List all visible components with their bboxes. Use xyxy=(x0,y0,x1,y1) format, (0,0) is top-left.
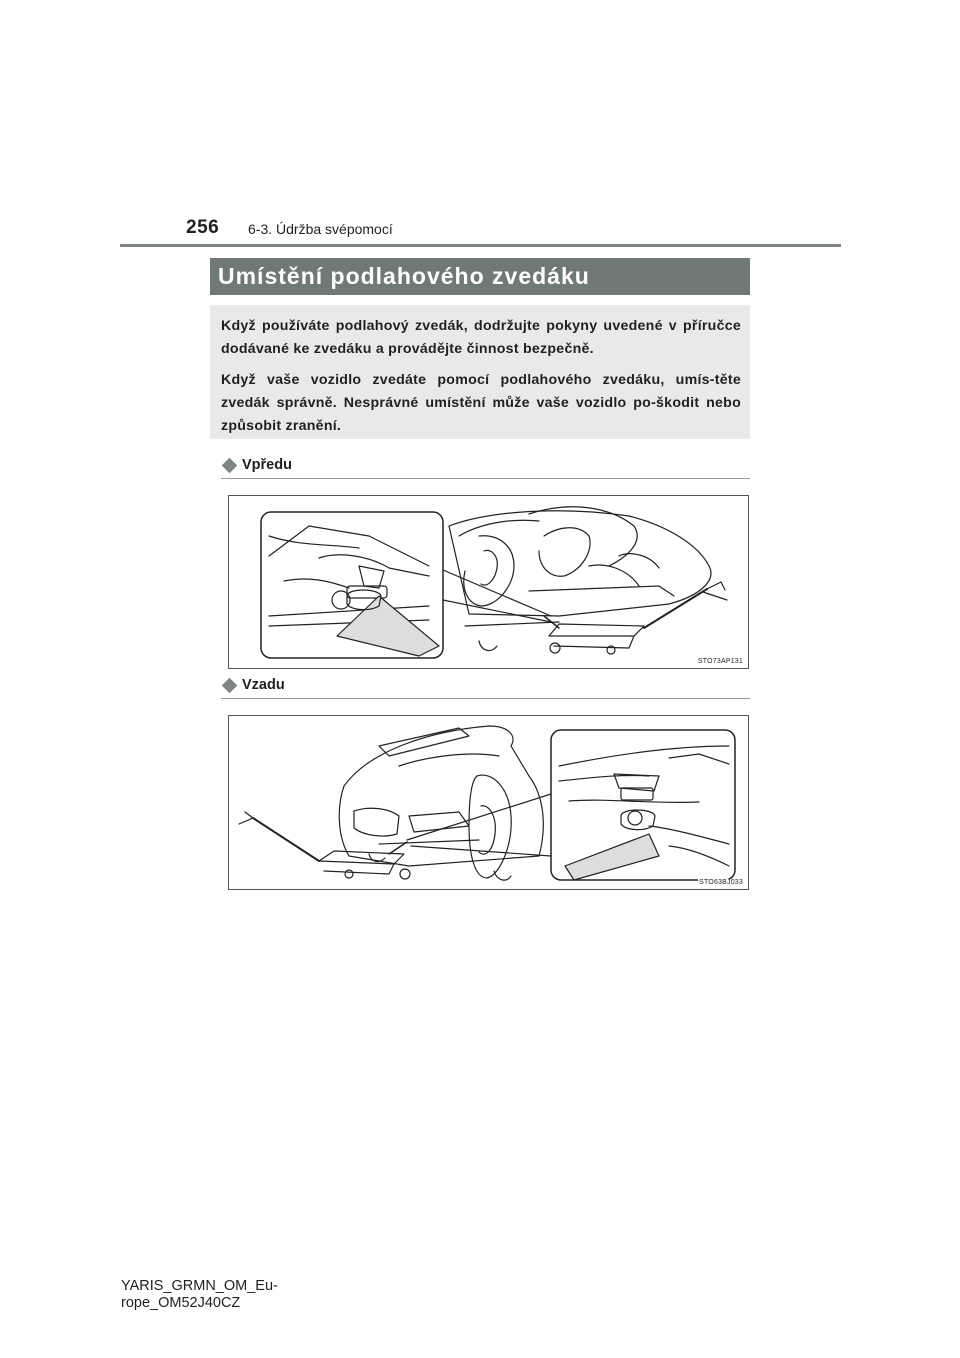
figure-code-front: STO73AP131 xyxy=(697,658,743,665)
subheading-rear xyxy=(221,676,750,699)
footer-document-id xyxy=(121,1278,278,1312)
intro-paragraph-2: Když vaše vozidlo zvedáte pomocí podlahového zvedáku, umís-těte zvedák správně. Nesprávné umístění může vaše vozidlo po-škodit nebo způsobit zranění. xyxy=(221,372,741,434)
intro-paragraph-1: Když používáte podlahový zvedák, dodržujte pokyny uvedené v příručce dodávané ke zvedáku a provádějte činnost bezpečně. xyxy=(221,318,741,357)
rear-jack-illustration xyxy=(229,716,748,889)
footer-line-2: rope_OM52J40CZ xyxy=(121,1295,241,1311)
title-bar xyxy=(210,258,750,295)
page-number: 256 xyxy=(186,217,220,238)
subheading-front-text: Vpředu xyxy=(242,457,292,473)
section-label: 6-3. Údržba svépomocí xyxy=(248,221,393,237)
diamond-icon xyxy=(222,458,238,474)
front-jack-illustration xyxy=(229,496,748,668)
diamond-icon xyxy=(222,678,238,694)
header-rule xyxy=(120,244,841,247)
subheading-rear-text: Vzadu xyxy=(242,677,285,693)
figure-front-jack xyxy=(228,495,749,669)
figure-rear-jack xyxy=(228,715,749,890)
figure-code-rear: STO63BJ033 xyxy=(699,879,743,886)
footer-line-1: YARIS_GRMN_OM_Eu- xyxy=(121,1278,278,1294)
intro-box xyxy=(210,305,750,439)
page-title: Umístění podlahového zvedáku xyxy=(218,263,590,289)
subheading-front xyxy=(221,456,750,479)
